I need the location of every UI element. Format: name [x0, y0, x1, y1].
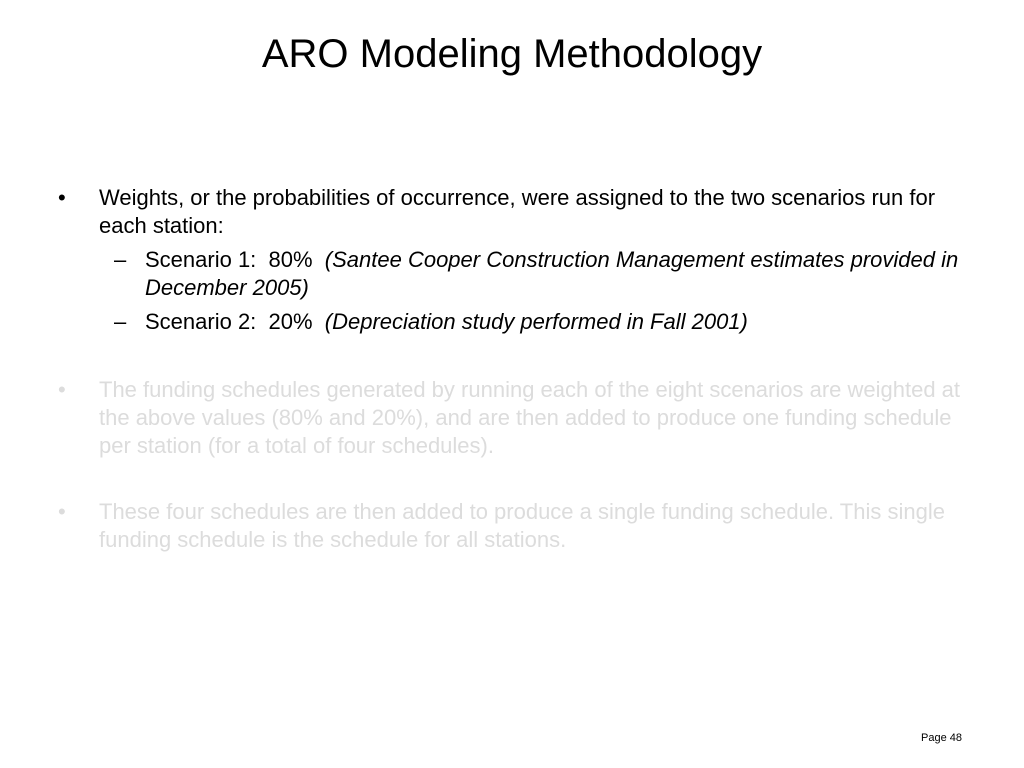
- bullet-text: Weights, or the probabilities of occurrence, were assigned to the two scenarios run for each station:: [99, 185, 936, 238]
- sub-bullet-marker: –: [114, 247, 127, 272]
- scenario-source-note: (Santee Cooper Construction Management estimates provided in December 2005): [145, 247, 959, 300]
- scenario-label: Scenario 1: 80%: [145, 247, 325, 272]
- bullet-marker: •: [58, 377, 66, 402]
- slide-title: ARO Modeling Methodology: [261, 32, 763, 76]
- bullet-marker: •: [58, 185, 66, 210]
- sub-bullet-marker: –: [114, 309, 127, 334]
- scenario-label: Scenario 2: 20%: [145, 309, 325, 334]
- bullet-text: The funding schedules generated by running each of the eight scenarios are weighted at the above values (80% and 20%), and are then added to produce one funding schedule per station (for a total of four schedules).: [99, 377, 961, 458]
- sub-bullet-text: [145, 246, 974, 302]
- bullet-marker: •: [58, 499, 66, 524]
- bullet-text: These four schedules are then added to produce a single funding schedule. This single funding schedule is the schedule for all stations.: [99, 499, 945, 552]
- page-number: Page 48: [921, 732, 962, 744]
- sub-bullet-text: [145, 308, 974, 336]
- scenario-source-note: (Depreciation study performed in Fall 2001): [324, 309, 748, 334]
